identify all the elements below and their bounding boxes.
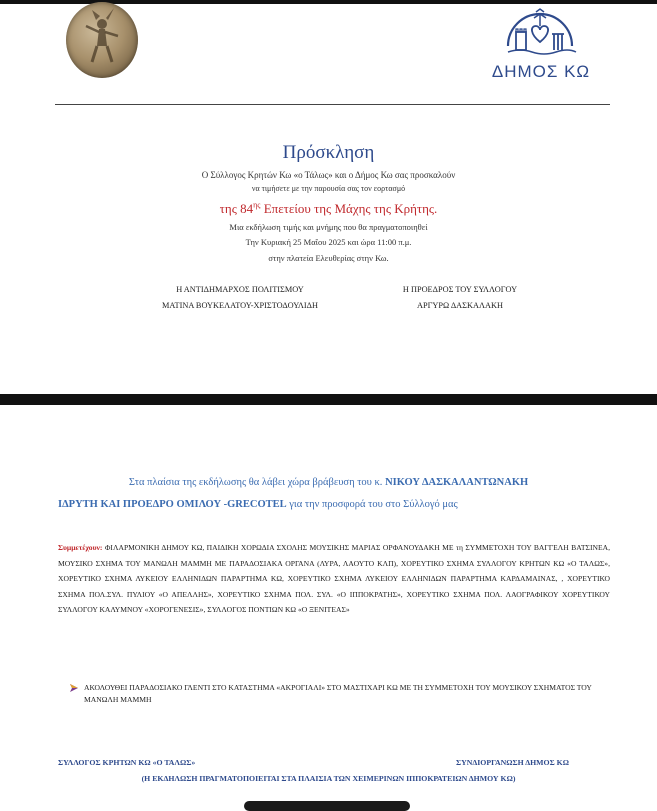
bullet-arrow-icon <box>70 684 78 692</box>
municipality-logo-icon <box>500 6 580 62</box>
event-location: στην πλατεία Ελευθερίας στην Κω. <box>268 253 389 263</box>
invitation-line-2: να τιμήσετε με την παρουσία σας τον εορτασμό <box>251 184 406 193</box>
honor-pre: Στα πλαίσια της εκδήλωσης θα λάβει χώρα βράβευση του κ. <box>128 477 386 488</box>
honor-post: για την προσφορά του στο Σύλλογό μας <box>286 499 458 510</box>
participants-text: ΦΙΛΑΡΜΟΝΙΚΗ ΔΗΜΟΥ ΚΩ, ΠΑΙΔΙΚΗ ΧΟΡΩΔΙΑ ΣΧΟΛΗΣ ΜΟΥΣΙΚΗΣ ΜΑΡΙΑΣ ΟΡΦΑΝΟΥΔΑΚΗ ΜΕ τη ΣΥΜΜΕΤΟΧΗ ΤΟΥ ΒΑΓΓΕΛΗ ΒΑΤΣΙΝΕΑ, ΜΟΥΣΙΚΟ ΣΧΗΜΑ ΤΟΥ ΜΑΝΩΛΗ ΜΑΜΜΗ ΜΕ ΠΑΡΑΔΟΣΙΑΚΑ ΟΡΓΑΝΑ (ΛΥΡΑ, ΛΑΟΥΤΟ ΚΛΠ), ΧΟΡΕΥΤΙΚΟ ΣΧΗΜΑ ΣΥΛΛΟΓΟΥ ΚΡΗΤΩΝ ΚΩ «Ο ΤΑΛΩΣ», ΧΟΡΕΥΤΙΚΟ ΣΧΗΜΑ ΛΥΚΕΙΟΥ ΕΛΛΗΝΙΔΩΝ ΠΑΡΑΡΤΗΜΑ ΚΩ, ΧΟΡΕΥΤΙΚΟ ΣΧΗΜΑ ΛΥΚΕΙΟΥ ΕΛΛΗΝΙΔΩΝ ΠΑΡΑΡΤΗΜΑ ΚΑΡΔΑΜΑΙΝΑΣ, , ΧΟΡΕΥΤΙΚΟ ΣΧΗΜΑ ΠΟΛ.ΣΥΛ. ΠΥΛΙΟΥ «Ο ΑΠΕΛΛΗΣ», ΧΟΡΕΥΤΙΚΟ ΣΧΗΜΑ ΠΟΛ. ΣΥΛ. «Ο ΙΠΠΟΚΡΑΤΗΣ», ΧΟΡΕΥΤΙΚΟ ΣΧΗΜΑ ΠΟΛ. ΛΑΟΓΡΑΦΙΚΟΥ ΧΟΡΕΥΤΙΚΟΥ ΣΥΛΛΟΓΟΥ ΚΑΛΥΜΝΟΥ «ΧΟΡΟΓΕΝΕΣΙΣ», ΣΥΛΛΟΓΟΣ ΠΟΝΤΙΩΝ ΚΩ «Ο ΞΕΝΙΤΕΑΣ» <box>58 543 610 614</box>
honoree-name: ΝΙΚΟΥ ΔΑΣΚΑΛΑΝΤΩΝΑΚΗ <box>385 477 529 488</box>
invitation-title: Πρόσκληση <box>282 142 375 163</box>
honor-line-1 <box>0 477 657 488</box>
anniversary-post: Επετείου της Μάχης της Κρήτης. <box>260 201 438 216</box>
header-divider <box>55 104 610 105</box>
invitation-line-3: Μια εκδήλωση τιμής και μνήμης που θα πραγματοποιηθεί <box>229 222 428 232</box>
signature-right-name: ΑΡΓΥΡΩ ΔΑΣΚΑΛΑΚΗ <box>417 301 503 310</box>
anniversary-ordinal: ης <box>253 200 261 210</box>
section-separator <box>0 394 657 405</box>
municipality-logo-text: ΔΗΜΟΣ ΚΩ <box>491 62 591 81</box>
participants-paragraph <box>58 540 610 618</box>
signature-left-name: ΜΑΤΙΝΑ ΒΟΥΚΕΛΑΤΟΥ-ΧΡΙΣΤΟΔΟΥΛΙΔΗ <box>162 301 318 310</box>
honoree-role: ΙΔΡΥΤΗ ΚΑΙ ΠΡΟΕΔΡΟ ΟΜΙΛΟΥ -GRECOTEL <box>58 499 287 510</box>
signature-right-role: Η ΠΡΟΕΔΡΟΣ ΤΟΥ ΣΥΛΛΟΓΟΥ <box>402 285 518 294</box>
event-date: Την Κυριακή 25 Μαΐου 2025 και ώρα 11:00 π.μ. <box>245 237 412 247</box>
anniversary-pre: της 84 <box>219 201 254 216</box>
participants-label: Συμμετέχουν: <box>58 543 103 552</box>
ancient-coin-icon <box>66 2 138 78</box>
bottom-tab-edge <box>244 801 410 811</box>
invitation-line-1: Ο Σύλλογος Κρητών Κω «ο Τάλως» και ο Δήμος Κω σας προσκαλούν <box>201 170 456 180</box>
signature-left-role: Η ΑΝΤΙΔΗΜΑΡΧΟΣ ΠΟΛΙΤΙΣΜΟΥ <box>176 285 304 294</box>
glenti-announcement: ΑΚΟΛΟΥΘΕΙ ΠΑΡΑΔΟΣΙΑΚΟ ΓΛΕΝΤΙ ΣΤΟ ΚΑΤΑΣΤΗΜΑ «ΑΚΡΟΓΙΑΛΙ» ΣΤΟ ΜΑΣΤΙΧΑΡΙ ΚΩ ΜΕ ΤΗ ΣΥΜΜΕΤΟΧΗ ΤΟΥ ΜΟΥΣΙΚΟΥ ΣΧΗΜΑΤΟΣ ΤΟΥ ΜΑΝΩΛΗ ΜΑΜΜΗ <box>84 683 592 704</box>
organizer-left: ΣΥΛΛΟΓΟΣ ΚΡΗΤΩΝ ΚΩ «Ο ΤΑΛΩΣ» <box>58 758 196 767</box>
event-context-note: (Η ΕΚΔΗΛΩΣΗ ΠΡΑΓΜΑΤΟΠΟΙΕΙΤΑΙ ΣΤΑ ΠΛΑΙΣΙΑ ΤΩΝ ΧΕΙΜΕΡΙΝΩΝ ΙΠΠΟΚΡΑΤΕΙΩΝ ΔΗΜΟΥ ΚΩ) <box>141 774 516 783</box>
anniversary-line <box>0 201 657 217</box>
organizer-right: ΣΥΝΔΙΟΡΓΑΝΩΣΗ ΔΗΜΟΣ ΚΩ <box>456 758 569 767</box>
honor-line-2 <box>58 499 458 510</box>
